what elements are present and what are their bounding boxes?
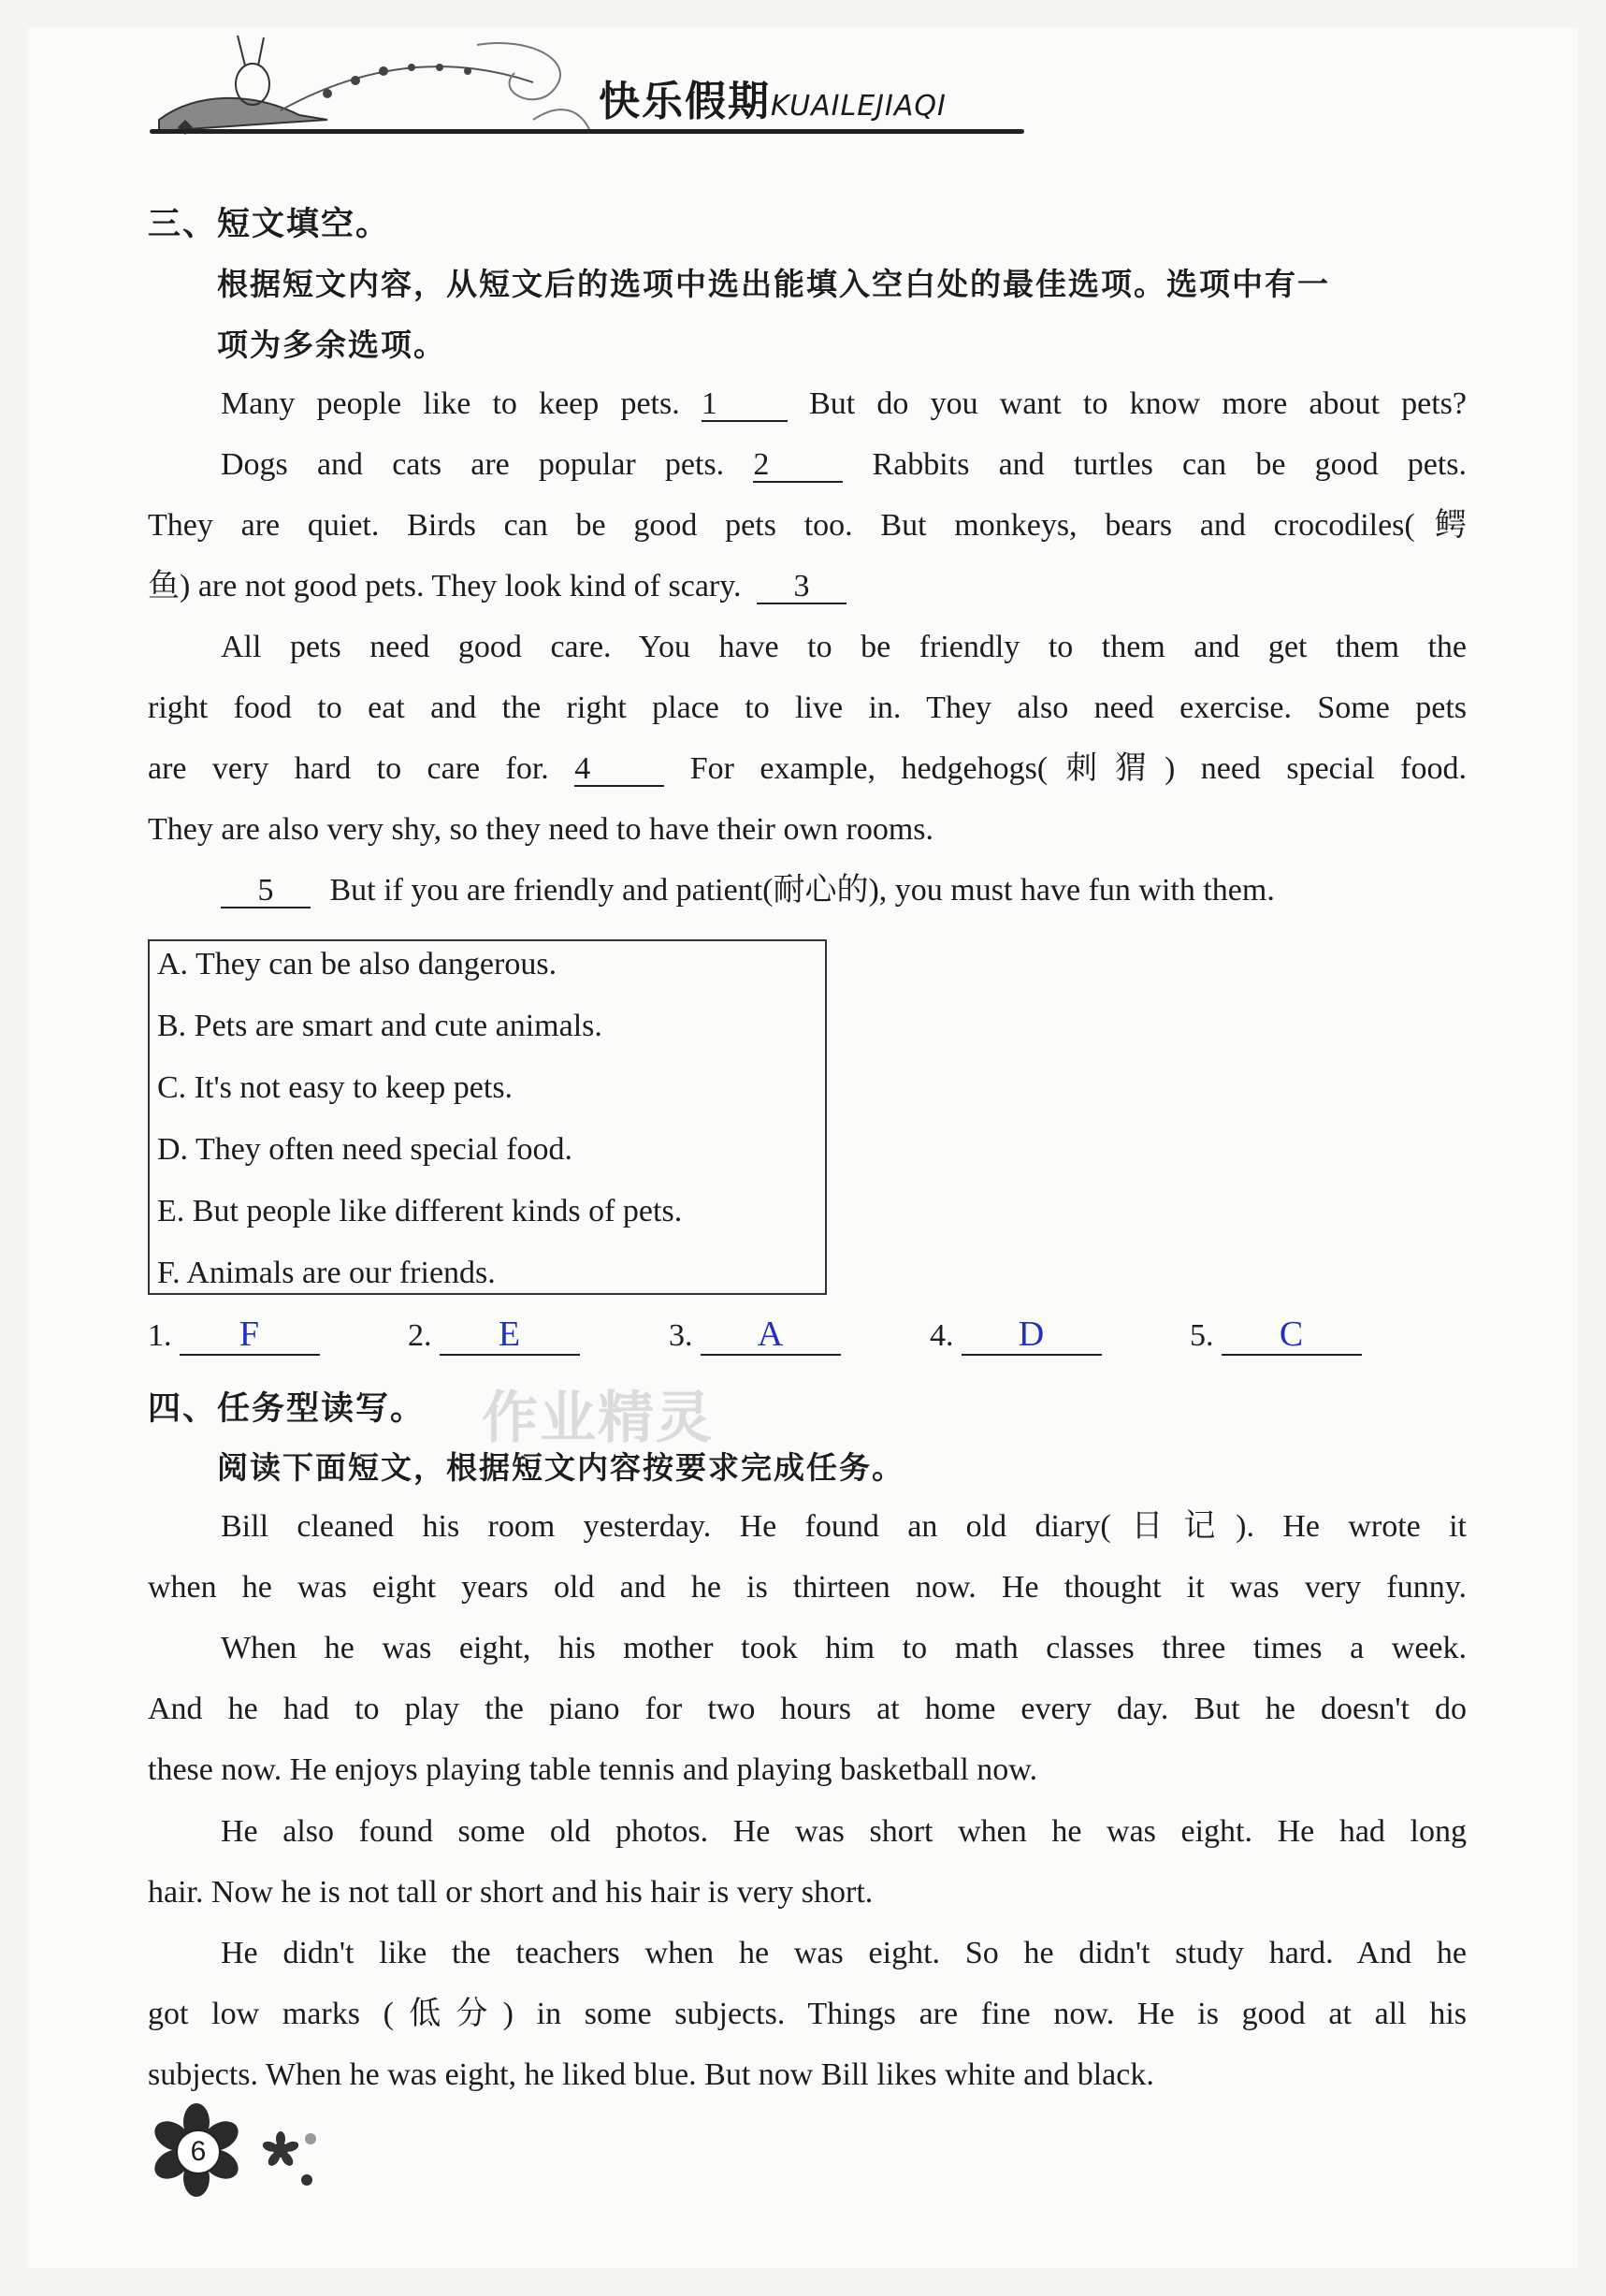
page-number: 6 <box>176 2129 221 2174</box>
option-c: C. It's not easy to keep pets. <box>157 1070 514 1105</box>
blank-2: 2 <box>753 449 843 483</box>
watermark: 作业精灵 <box>482 1386 714 1451</box>
option-e: E. But people like different kinds of pets. <box>157 1194 683 1228</box>
passage-line: All pets need good care. You have to be friendly to them and get them the <box>221 630 1467 664</box>
blank-3: 3 <box>757 571 846 604</box>
options-box <box>148 939 827 1295</box>
option-d: D. They often need special food. <box>157 1132 573 1167</box>
blank-5: 5 <box>221 875 311 908</box>
passage-line: Many people like to keep pets. 1 But do you want to know more about pets? <box>221 386 1468 421</box>
passage-line: He didn't like the teachers when he was eight. So he didn't study hard. And he <box>221 1936 1467 1970</box>
section3-instruction-line1: 根据短文内容，从短文后的选项中选出能填入空白处的最佳选项。选项中有一 <box>217 266 1330 302</box>
passage-line: Dogs and cats are popular pets. 2 Rabbits and turtles can be good pets. <box>221 447 1468 482</box>
header-title: 快乐假期KUAILEJIAQI <box>599 78 947 125</box>
blank-1: 1 <box>702 388 788 422</box>
passage-line: They are quiet. Birds can be good pets too. But monkeys, bears and crocodiles(鳄 <box>148 508 1467 543</box>
option-b: B. Pets are smart and cute animals. <box>157 1009 602 1043</box>
answer-1: 1. F <box>148 1315 320 1356</box>
section3-heading: 三、短文填空。 <box>148 206 391 243</box>
answer-3: 3. A <box>669 1315 841 1356</box>
passage-line: And he had to play the piano for two hours at home every day. But he doesn't do <box>148 1692 1467 1726</box>
passage-line: hair. Now he is not tall or short and his hair is very short. <box>148 1875 874 1910</box>
section3-instruction-line2: 项为多余选项。 <box>217 327 446 363</box>
section4-heading: 四、任务型读写。 <box>148 1390 426 1428</box>
blank-4: 4 <box>574 753 664 787</box>
passage-line: subjects. When he was eight, he liked blue. But now Bill likes white and black. <box>148 2057 1154 2092</box>
passage-line: 5 But if you are friendly and patient(耐心的), you must have fun with them. <box>221 870 1467 911</box>
header-rule <box>150 129 1024 134</box>
answer-5: 5. C <box>1190 1315 1362 1356</box>
answer-4: 4. D <box>930 1315 1102 1356</box>
passage-line: 鱼) are not good pets. They look kind of scary. 3 <box>148 566 1467 607</box>
passage-line: these now. He enjoys playing table tennis and playing basketball now. <box>148 1752 1038 1787</box>
option-a: A. They can be also dangerous. <box>157 947 557 981</box>
section4-instruction: 阅读下面短文，根据短文内容按要求完成任务。 <box>217 1449 904 1486</box>
passage-line: right food to eat and the right place to live in. They also need exercise. Some pets <box>148 690 1467 725</box>
passage-line: They are also very shy, so they need to have their own rooms. <box>148 812 934 847</box>
passage-line: He also found some old photos. He was short when he was eight. He had long <box>221 1814 1467 1849</box>
passage-line: are very hard to care for. 4 For example, hedgehogs(刺猬) need special food. <box>148 751 1468 786</box>
passage-line: when he was eight years old and he is thirteen now. He thought it was very funny. <box>148 1570 1467 1605</box>
passage-line: When he was eight, his mother took him to math classes three times a week. <box>221 1631 1467 1665</box>
option-f: F. Animals are our friends. <box>157 1256 496 1290</box>
passage-line: got low marks (低分) in some subjects. Things are fine now. He is good at all his <box>148 1997 1467 2031</box>
passage-line: Bill cleaned his room yesterday. He found an old diary(日记). He wrote it <box>221 1509 1467 1544</box>
answer-2: 2. E <box>408 1315 580 1356</box>
